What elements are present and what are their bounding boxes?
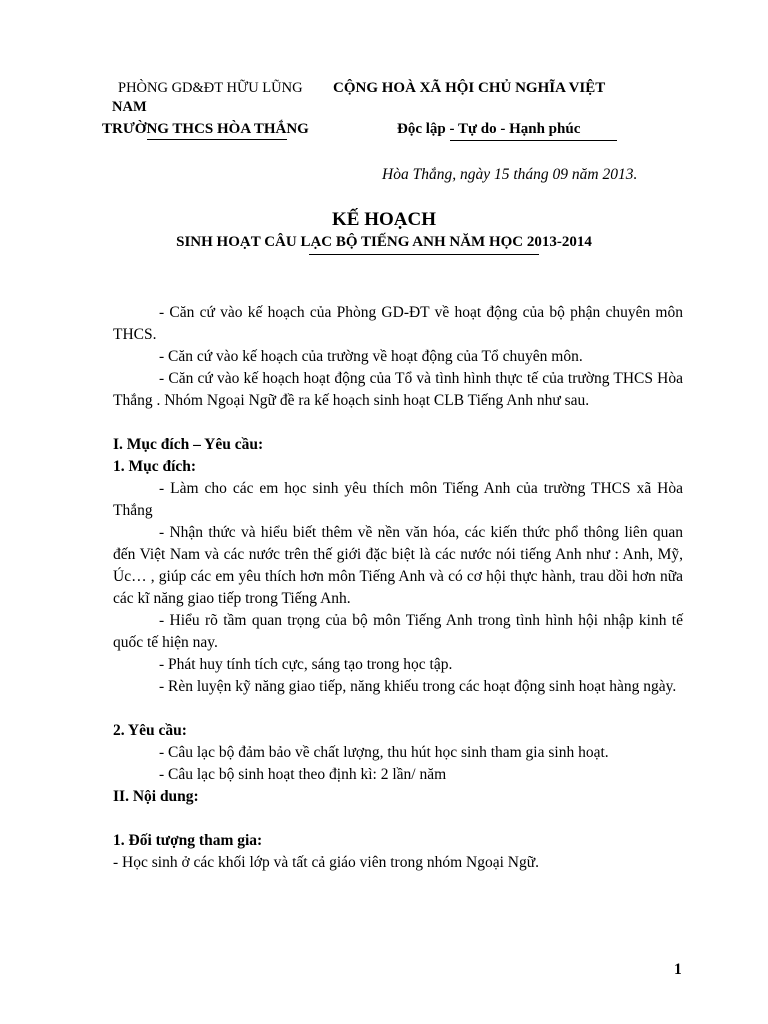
subsection-heading: 1. Đối tượng tham gia: bbox=[113, 832, 263, 849]
list-item: - Nhận thức và hiểu biết thêm về nền văn hóa, các kiến thức phổ thông liên quan đến Việt Nam và các nước trên thế giới đặc biệt là các nước nói tiếng Anh như : Anh, Mỹ, Úc… , giúp các em yêu thích hơn môn Tiếng Anh và có cơ hội thực hành, trau dồi hơn nữa các kĩ năng giao tiếp trong Tiếng Anh. bbox=[113, 524, 683, 607]
national-motto-line2: Độc lập - Tự do - Hạnh phúc bbox=[397, 121, 581, 137]
list-item: - Làm cho các em học sinh yêu thích môn Tiếng Anh của trường THCS xã Hòa Thắng bbox=[113, 480, 683, 519]
document-title: KẾ HOẠCH bbox=[332, 209, 436, 230]
subtitle-underline bbox=[309, 254, 539, 255]
list-item: - Câu lạc bộ sinh hoạt theo định kì: 2 lần/ năm bbox=[159, 766, 447, 783]
list-item: - Phát huy tính tích cực, sáng tạo trong học tập. bbox=[159, 656, 453, 673]
preamble-item: - Căn cứ vào kế hoạch của Phòng GD-ĐT về hoạt động của bộ phận chuyên môn THCS. bbox=[113, 304, 683, 343]
section-heading: II. Nội dung: bbox=[113, 788, 199, 805]
list-item: - Rèn luyện kỹ năng giao tiếp, năng khiếu trong các hoạt động sinh hoạt hàng ngày. bbox=[159, 678, 677, 695]
document-body bbox=[113, 302, 683, 874]
list-item: - Hiểu rõ tầm quan trọng của bộ môn Tiếng Anh trong tình hình hội nhập kinh tế quốc tế hiện nay. bbox=[113, 612, 683, 651]
school-name: TRƯỜNG THCS HÒA THẮNG bbox=[102, 121, 309, 137]
department-name: PHÒNG GD&ĐT HỮU LŨNG bbox=[118, 80, 303, 96]
list-item: - Học sinh ở các khối lớp và tất cả giáo viên trong nhóm Ngoại Ngữ. bbox=[113, 854, 539, 871]
preamble-item: - Căn cứ vào kế hoạch hoạt động của Tổ và tình hình thực tế của trường THCS Hòa Thắng . Nhóm Ngoại Ngữ đề ra kế hoạch sinh hoạt CLB Tiếng Anh như sau. bbox=[113, 370, 683, 409]
national-motto-wrap: NAM bbox=[112, 99, 147, 115]
national-motto-line1: CỘNG HOÀ XÃ HỘI CHỦ NGHĨA VIỆT bbox=[333, 80, 606, 96]
preamble-item: - Căn cứ vào kế hoạch của trường về hoạt động của Tổ chuyên môn. bbox=[159, 348, 583, 365]
page-number: 1 bbox=[674, 961, 682, 978]
subsection-heading: 1. Mục đích: bbox=[113, 458, 197, 475]
subsection-heading: 2. Yêu cầu: bbox=[113, 722, 187, 739]
document-date: Hòa Thắng, ngày 15 tháng 09 năm 2013. bbox=[382, 166, 638, 183]
school-name-underline bbox=[147, 139, 287, 140]
motto-underline bbox=[450, 140, 617, 141]
list-item: - Câu lạc bộ đảm bảo về chất lượng, thu hút học sinh tham gia sinh hoạt. bbox=[159, 744, 609, 761]
document-subtitle: SINH HOẠT CÂU LẠC BỘ TIẾNG ANH NĂM HỌC 2013-2014 bbox=[176, 234, 592, 250]
section-heading: I. Mục đích – Yêu cầu: bbox=[113, 436, 264, 453]
